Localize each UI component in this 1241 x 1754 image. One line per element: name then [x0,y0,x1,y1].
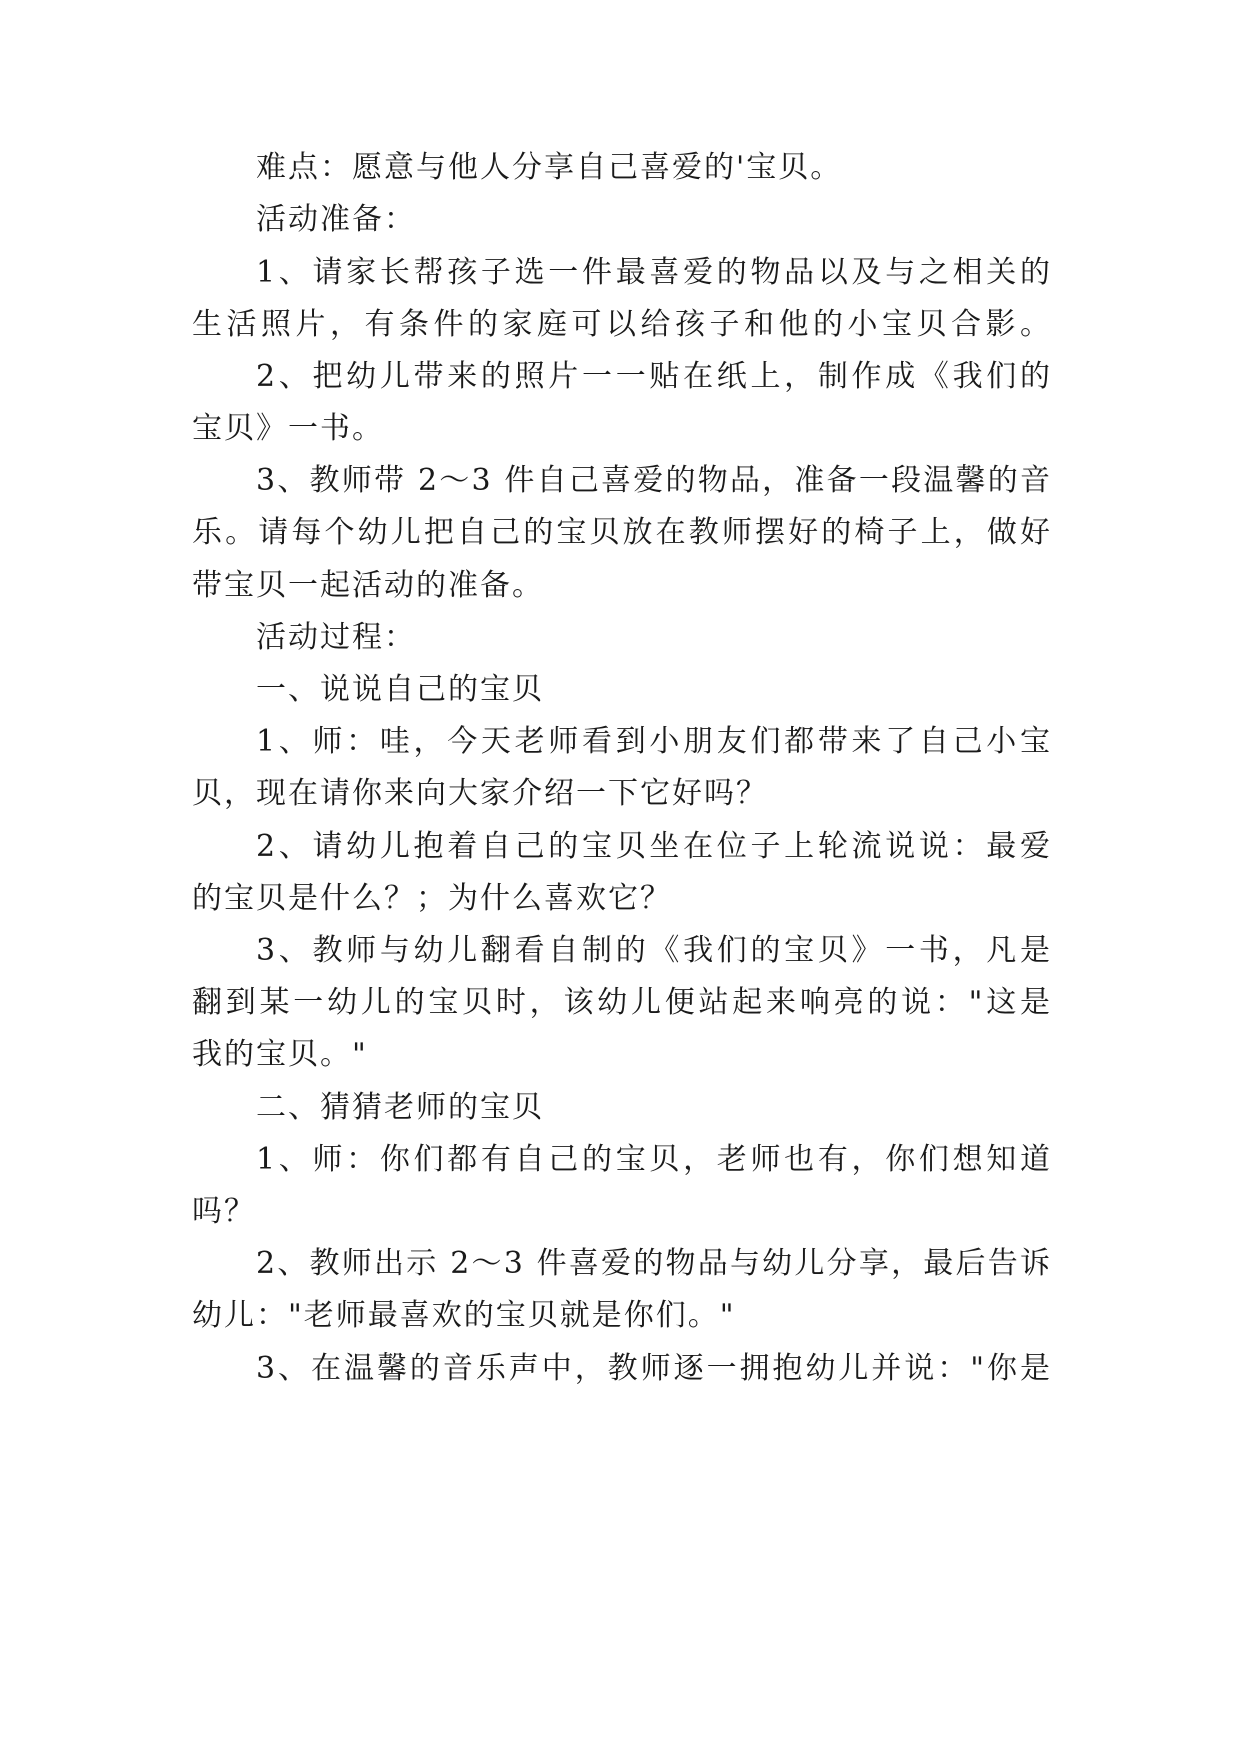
text-line-prep-2a: 2、把幼儿带来的照片一一贴在纸上，制作成《我们的 [256,359,1052,394]
text-line-prep-2b: 宝贝》一书。 [192,411,384,446]
text-line-prep-1a: 1、请家长帮孩子选一件最喜爱的物品以及与之相关的 [256,255,1052,290]
text-line-prep-1b: 生活照片，有条件的家庭可以给孩子和他的小宝贝合影。 [192,307,1052,342]
text-line-s1-3a: 3、教师与幼儿翻看自制的《我们的宝贝》一书，凡是 [256,933,1052,968]
text-line-s2-3a: 3、在温馨的音乐声中，教师逐一拥抱幼儿并说："你是 [256,1351,1052,1386]
heading-activity-process: 活动过程： [256,620,416,655]
heading-activity-preparation: 活动准备： [256,202,416,237]
text-line-s1-1a: 1、师：哇，今天老师看到小朋友们都带来了自己小宝 [256,724,1052,759]
text-line-prep-3b: 乐。请每个幼儿把自己的宝贝放在教师摆好的椅子上，做好 [192,515,1052,550]
text-line-difficulty: 难点：愿意与他人分享自己喜爱的'宝贝。 [256,150,843,185]
text-line-s2-1a: 1、师：你们都有自己的宝贝，老师也有，你们想知道 [256,1142,1052,1177]
text-line-s1-2a: 2、请幼儿抱着自己的宝贝坐在位子上轮流说说：最爱 [256,829,1052,864]
text-line-s1-3c: 我的宝贝。" [192,1037,368,1072]
text-line-s1-3b: 翻到某一幼儿的宝贝时，该幼儿便站起来响亮的说："这是 [192,985,1052,1020]
text-line-s2-1b: 吗？ [192,1194,256,1229]
text-line-s2-2b: 幼儿："老师最喜欢的宝贝就是你们。" [192,1298,736,1333]
text-line-s1-2b: 的宝贝是什么？；为什么喜欢它？ [192,881,672,916]
text-line-prep-3a: 3、教师带 2～3 件自己喜爱的物品，准备一段温馨的音 [256,463,1052,498]
heading-section-one: 一、说说自己的宝贝 [256,672,544,707]
text-line-s1-1b: 贝，现在请你来向大家介绍一下它好吗？ [192,776,768,811]
heading-section-two: 二、猜猜老师的宝贝 [256,1090,544,1125]
text-line-s2-2a: 2、教师出示 2～3 件喜爱的物品与幼儿分享，最后告诉 [256,1246,1052,1281]
text-line-prep-3c: 带宝贝一起活动的准备。 [192,568,544,603]
